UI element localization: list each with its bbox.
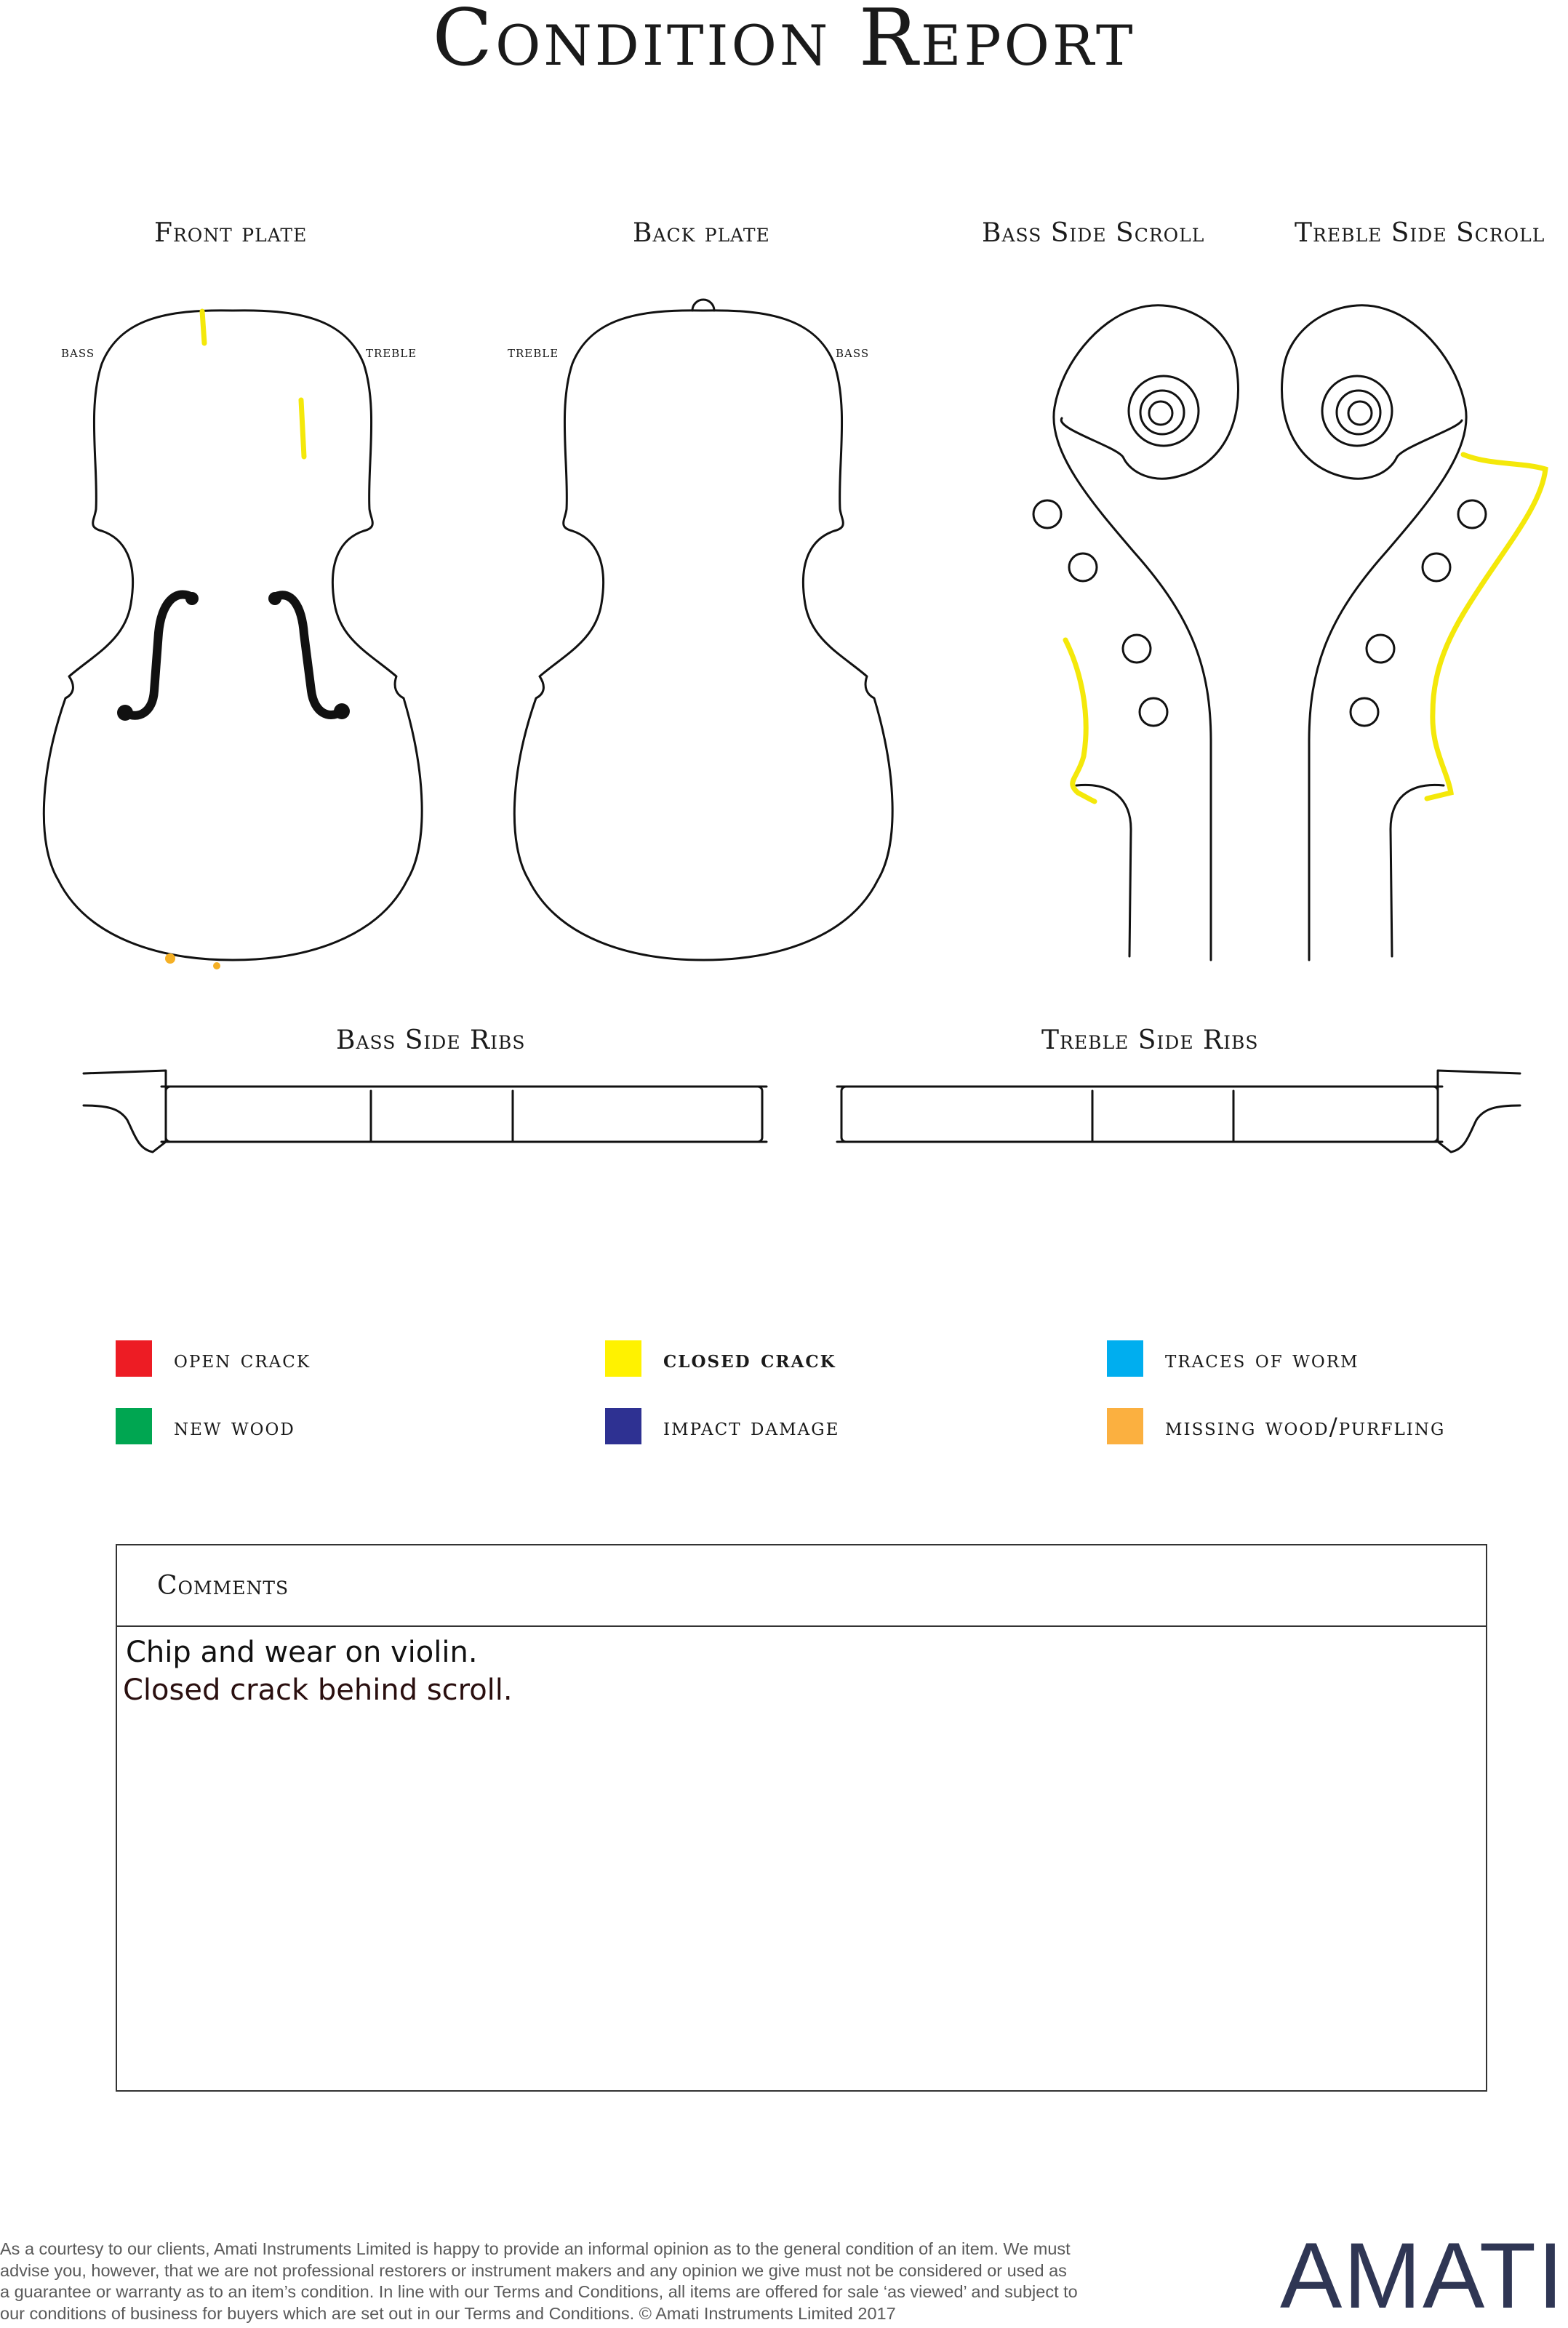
legend-open-crack — [116, 1340, 311, 1377]
comments-box — [116, 1544, 1487, 2092]
comment-line: Closed crack behind scroll. — [123, 1673, 513, 1707]
f-hole-left — [125, 594, 191, 715]
front-plate-closed-crack-2 — [301, 400, 304, 457]
legend-closed-crack — [605, 1340, 836, 1377]
legend-impact-damage — [605, 1408, 839, 1444]
disclaimer-line: As a courtesy to our clients, Amati Instruments Limited is happy to provide an informal opinion as to the general condition of an item. We must — [0, 2239, 1071, 2258]
disclaimer-line: advise you, however, that we are not professional restorers or instrument makers and any opinion we give must not be considered or used as — [0, 2260, 1067, 2280]
page-title: Condition Report — [432, 0, 1136, 84]
legend-label: missing wood/purfling — [1165, 1412, 1446, 1441]
legend-label: traces of worm — [1165, 1344, 1359, 1373]
treble-side-scroll-label: Treble Side Scroll — [1295, 218, 1545, 248]
front-plate-treble-label: treble — [366, 343, 417, 361]
bass-side-scroll-label: Bass Side Scroll — [982, 218, 1205, 248]
legend-missing-wood-purfling — [1107, 1408, 1445, 1444]
bass-ribs-body — [166, 1087, 762, 1142]
closed-crack-swatch — [605, 1340, 641, 1377]
missing-wood-swatch — [1107, 1408, 1143, 1444]
legend-new-wood — [116, 1408, 295, 1444]
front-plate-missing-wood-2 — [213, 962, 220, 969]
amati-logo: AMATI — [1280, 2224, 1565, 2328]
bass-peg-hole-4 — [1140, 698, 1167, 726]
treble-peg-hole-4 — [1351, 698, 1378, 726]
bass-scroll-outline — [1054, 305, 1239, 960]
disclaimer-line: our conditions of business for buyers which are set out in our Terms and Conditions. © Amati Instruments Limited 2017 — [0, 2303, 896, 2323]
treble-peg-hole-2 — [1423, 553, 1450, 581]
back-plate-outline — [514, 311, 892, 960]
front-plate-missing-wood-1 — [165, 953, 175, 964]
front-plate-closed-crack-1 — [202, 311, 204, 343]
legend-label: closed crack — [663, 1344, 836, 1373]
bass-scroll-throat — [1076, 785, 1131, 956]
treble-scroll-throat — [1391, 785, 1444, 956]
legend-label: new wood — [174, 1412, 295, 1441]
f-hole-right — [276, 595, 342, 715]
bass-ribs-neck — [84, 1071, 166, 1152]
back-plate-label: Back plate — [633, 218, 770, 248]
legend-traces-of-worm — [1107, 1340, 1359, 1377]
bass-scroll-closed-crack — [1065, 640, 1095, 801]
bass-peg-hole-1 — [1033, 500, 1061, 528]
legend-label: open crack — [174, 1344, 311, 1373]
new-wood-swatch — [116, 1408, 152, 1444]
comments-heading: Comments — [117, 1545, 1486, 1627]
treble-ribs-body — [841, 1087, 1438, 1142]
impact-damage-swatch — [605, 1408, 641, 1444]
bass-peg-hole-3 — [1123, 635, 1151, 663]
traces-of-worm-swatch — [1107, 1340, 1143, 1377]
front-plate-outline — [44, 311, 422, 960]
comment-line: Chip and wear on violin. — [126, 1636, 478, 1669]
back-plate-button — [692, 300, 714, 311]
back-plate-treble-label: treble — [508, 343, 559, 361]
bass-peg-hole-2 — [1069, 553, 1097, 581]
treble-peg-hole-1 — [1458, 500, 1486, 528]
disclaimer-line: a guarantee or warranty as to an item’s condition. In line with our Terms and Conditions, all items are offered for sale ‘as viewed’ and subject to — [0, 2282, 1078, 2301]
open-crack-swatch — [116, 1340, 152, 1377]
back-plate-bass-label: bass — [836, 343, 870, 361]
treble-scroll-outline — [1282, 305, 1467, 960]
front-plate-label: Front plate — [154, 218, 308, 248]
bass-side-ribs-label: Bass Side Ribs — [336, 1025, 526, 1055]
legend-label: impact damage — [663, 1412, 840, 1441]
treble-peg-hole-3 — [1367, 635, 1394, 663]
treble-ribs-neck — [1438, 1071, 1520, 1152]
treble-side-ribs-label: Treble Side Ribs — [1041, 1025, 1259, 1055]
disclaimer — [0, 2239, 1156, 2324]
treble-scroll-closed-crack — [1427, 455, 1545, 799]
front-plate-bass-label: bass — [61, 343, 95, 361]
